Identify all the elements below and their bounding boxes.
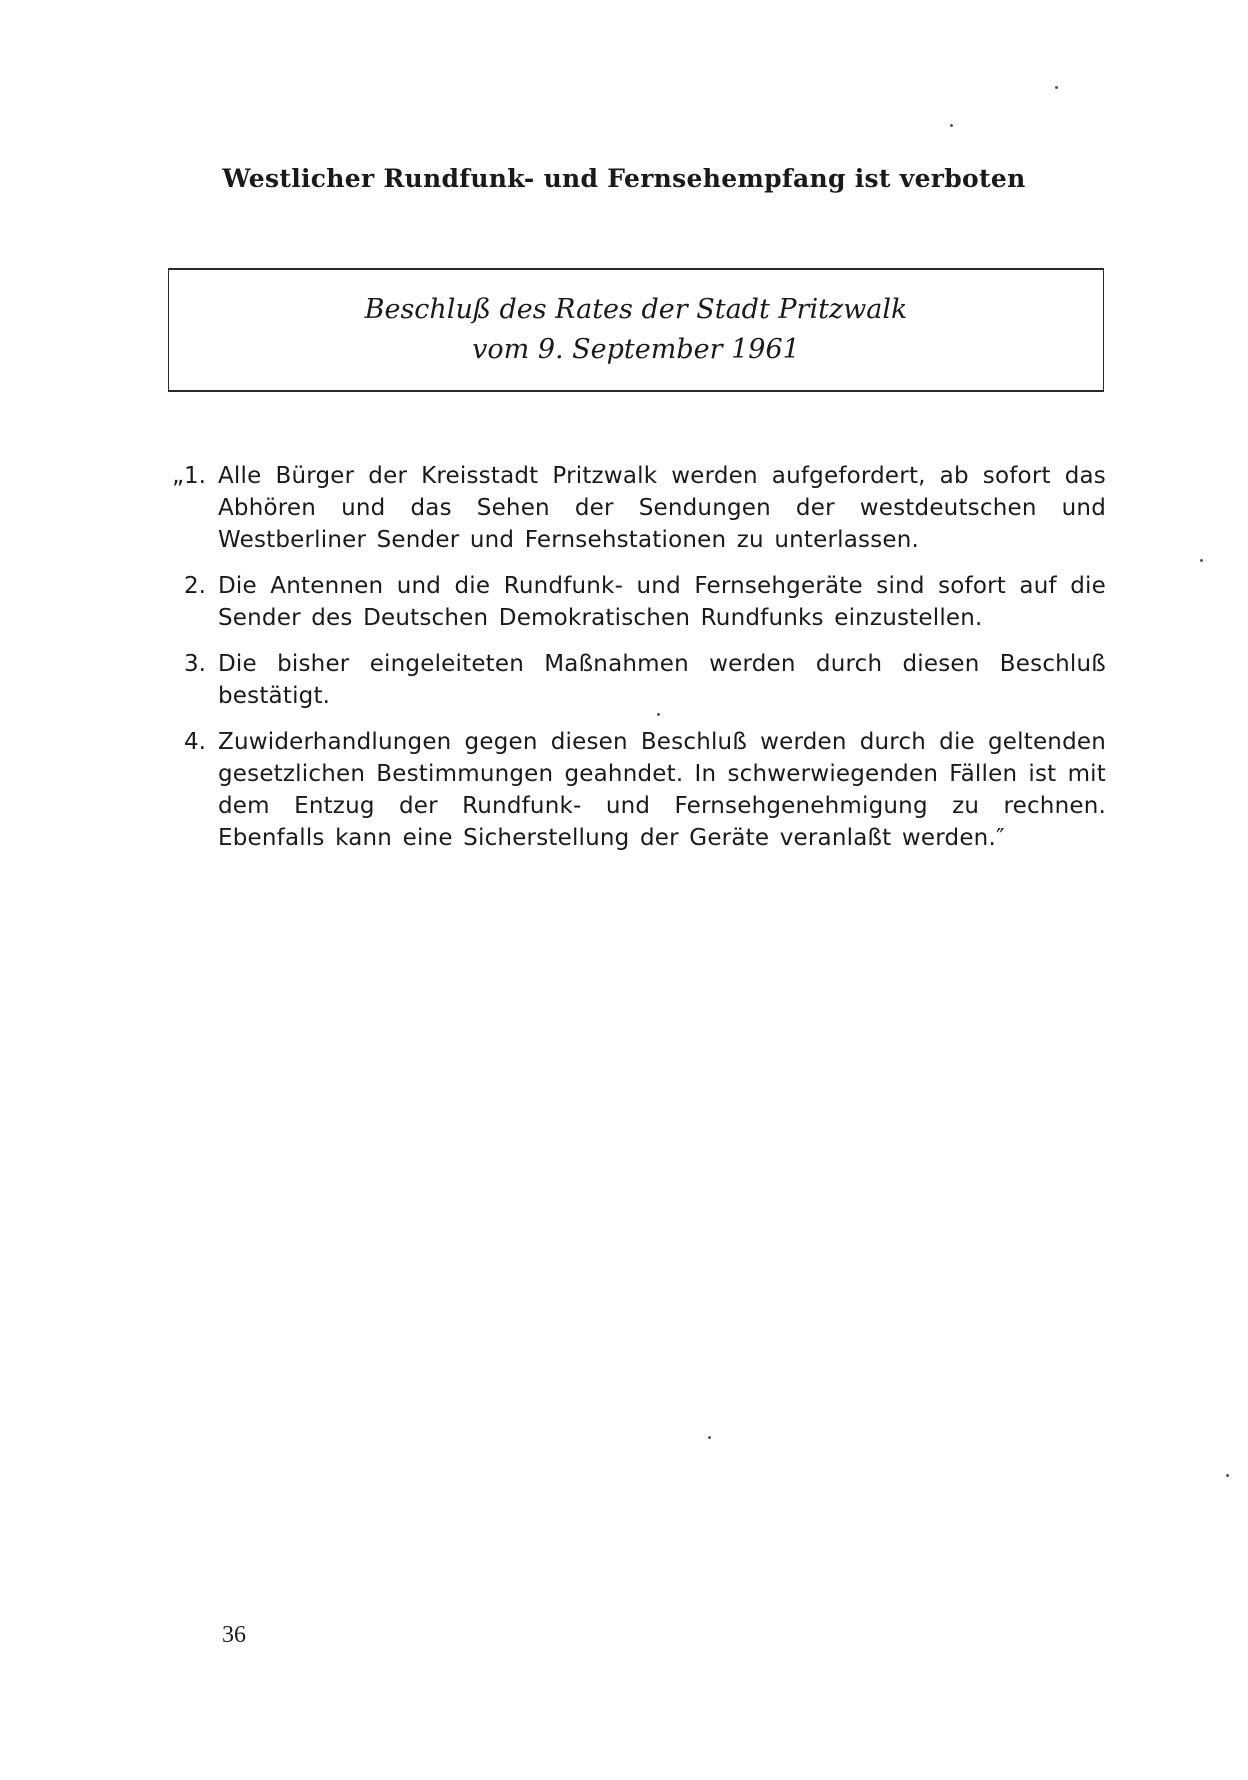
item-text: Alle Bürger der Kreisstadt Pritzwalk werden aufgefordert, ab sofort das Abhören und das Sehen der Sendungen der westdeutschen und Westberliner Sender und Fernsehstationen zu unterlassen.	[218, 463, 1106, 553]
scan-speck	[708, 1436, 711, 1439]
list-item	[160, 570, 1106, 634]
item-number: 4.	[184, 729, 206, 755]
scan-speck	[950, 124, 953, 127]
decree-heading-line-1: Beschluß des Rates der Stadt Pritzwalk	[364, 294, 908, 325]
decree-heading-line-2: vom 9. September 1961	[472, 334, 800, 365]
scan-speck	[1226, 1474, 1229, 1477]
decree-box	[168, 268, 1104, 392]
scan-speck	[1055, 86, 1058, 89]
list-item	[160, 726, 1106, 854]
item-number: „1.	[172, 463, 206, 489]
item-text: Zuwiderhandlungen gegen diesen Beschluß werden durch die geltenden gesetzlichen Bestimmungen geahndet. In schwerwiegenden Fällen ist mit dem Entzug der Rundfunk- und Fernsehgenehmigung zu rechnen. Ebenfalls kann eine Sicherstellung der Geräte veranlaßt werden.″	[218, 729, 1106, 851]
list-item	[160, 648, 1106, 712]
page-number: 36	[222, 1622, 246, 1648]
item-number: 2.	[184, 573, 206, 599]
item-text: Die bisher eingeleiteten Maßnahmen werden durch diesen Beschluß bestätigt.	[218, 651, 1106, 709]
scan-speck	[657, 713, 660, 716]
scan-speck	[1200, 559, 1203, 562]
page-title: Westlicher Rundfunk- und Fernsehempfang ist verboten	[222, 164, 1026, 193]
item-number: 3.	[184, 651, 206, 677]
list-item	[160, 460, 1106, 556]
decree-items-list	[160, 460, 1106, 868]
item-text: Die Antennen und die Rundfunk- und Fernsehgeräte sind sofort auf die Sender des Deutschen Demokratischen Rundfunks einzustellen.	[218, 573, 1106, 631]
